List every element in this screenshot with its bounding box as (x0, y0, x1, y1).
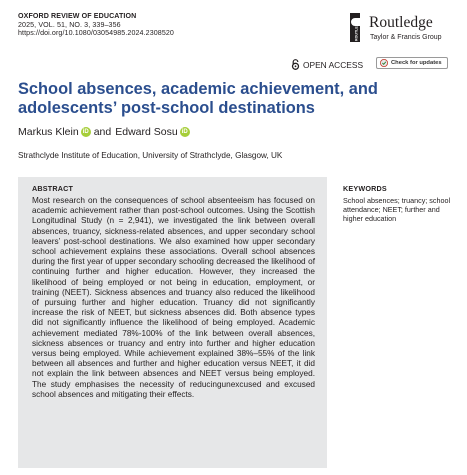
keywords-section (343, 184, 453, 224)
author-name-2[interactable]: Edward Sosu (115, 126, 178, 138)
keywords-heading: KEYWORDS (343, 184, 387, 193)
publisher-name: Routledge (369, 14, 433, 31)
abstract-box (18, 177, 327, 468)
publisher-logo (346, 12, 458, 46)
author-line (18, 126, 193, 138)
updates-label: Check for updates (391, 60, 442, 66)
volume-line: 2025, VOL. 51, NO. 3, 339–356 (18, 20, 121, 29)
affiliation: Strathclyde Institute of Education, University of Strathclyde, Glasgow, UK (18, 151, 283, 160)
orcid-icon[interactable]: iD (181, 129, 188, 135)
journal-header (18, 12, 174, 38)
open-lock-icon (291, 59, 300, 70)
open-access-label: OPEN ACCESS (303, 59, 364, 70)
updates-icon (380, 59, 388, 67)
open-access-badge (291, 59, 363, 70)
abstract-heading: ABSTRACT (32, 184, 74, 193)
orcid-icon[interactable]: iD (82, 129, 89, 135)
doi-link[interactable]: https://doi.org/10.1080/03054985.2024.2308520 (18, 29, 174, 38)
author-connector: and (93, 126, 112, 138)
routledge-logo-icon (346, 13, 364, 42)
keywords-text: School absences; truancy; school attendance; NEET; further and higher education (343, 196, 451, 224)
logo-vertical-text: ROUTLEDGE (354, 18, 359, 41)
publisher-subtitle: Taylor & Francis Group (370, 34, 442, 41)
journal-name: OXFORD REVIEW OF EDUCATION (18, 12, 137, 20)
abstract-text: Most research on the consequences of school absenteeism has focused on academic achievement rather than post-school outcomes. Using the Scottish Longitudinal Study (n = 2,941), we investigated the link between overall absences, truancy, sickness-related absences, and upper secondary school leavers’ post-school destinations. We also examined how upper secondary school achievement explains these associations. Overall school absences during the first year of upper secondary schooling decreased the likelihood of continuing further and higher education. However, they increased the likelihood of being employed or not being in education, employment, or training (NEET). Sickness absences and truancy also reduced the likelihood of pursuing further and higher education. Truancy did not significantly increase the risk of NEET, but sickness absences did. Both absence types did not significantly influence the likelihood of being employed. Academic achievement mediated 78%-100% of the link between overall absences, sickness absences or truancy and entry into further and higher education versus being employed. While achievement explained 38%–55% of the link between all absences and further and higher education versus NEET, it did not explain the link between absences and NEET versus being employed. The study emphasises the necessity of reducingunexcused and excused school absences and mitigating their effects. (32, 196, 315, 399)
check-for-updates-button[interactable] (376, 57, 448, 69)
article-title: School absences, academic achievement, and adolescents’ post-school destinations (18, 80, 378, 117)
author-name-1[interactable]: Markus Klein (18, 126, 79, 138)
